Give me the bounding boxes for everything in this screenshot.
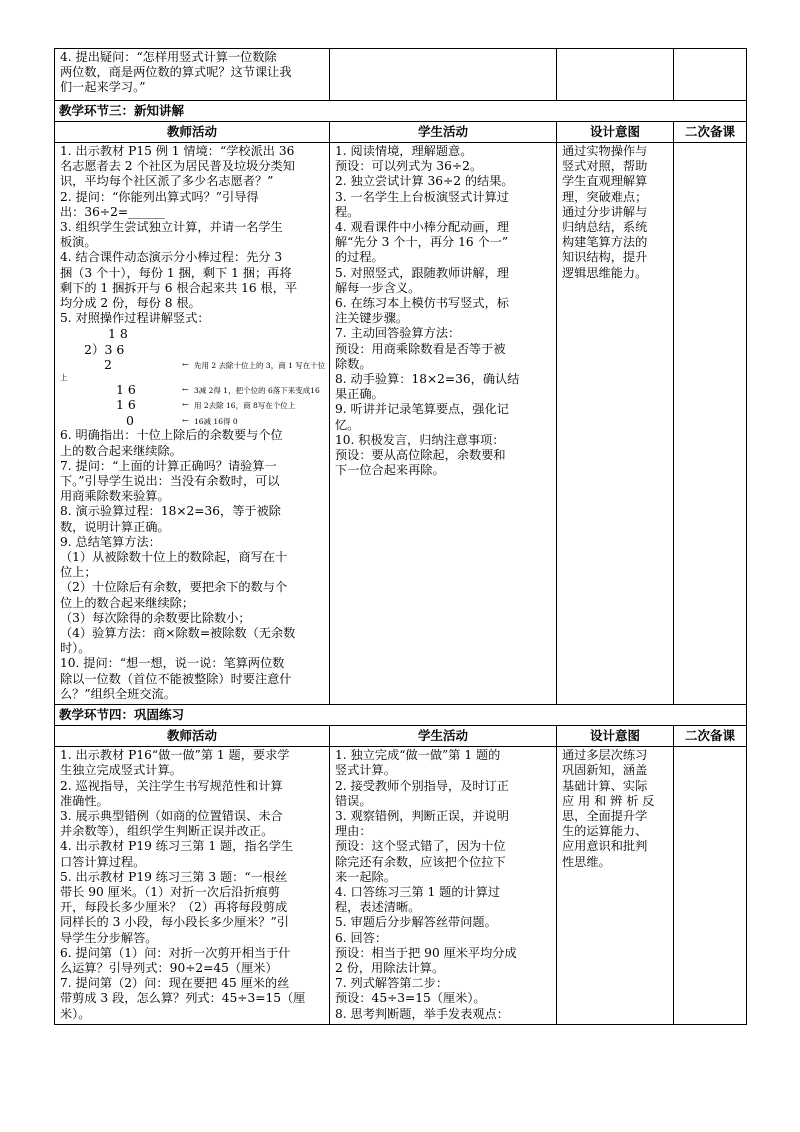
text-line: 上的数合起来继续除。 bbox=[60, 443, 182, 458]
text-line: 8. 动手验算：18×2=36，确认结 bbox=[335, 372, 520, 387]
text-line: 带剪成 3 段，怎么算？列式：45÷3=15（厘 bbox=[60, 991, 306, 1006]
calc-quotient-row bbox=[60, 326, 325, 342]
text-line: 两位数，商是两位数的算式呢？这节课让我 bbox=[60, 65, 292, 80]
text-line: 预设：这个竖式错了，因为十位 bbox=[335, 839, 506, 854]
text-line: 除完还有余数，应该把个位拉下 bbox=[335, 854, 506, 869]
text-line: 识，平均每个社区派了多少名志愿者？” bbox=[60, 174, 274, 189]
continuation-row bbox=[55, 49, 747, 101]
calc-note2: 3减 2得 1，把个位的 6落下来变成16 bbox=[194, 385, 320, 395]
text-line: 解“先分 3 个十，再分 16 个一” bbox=[335, 235, 509, 250]
section4-header-row bbox=[55, 726, 747, 747]
text-line: 1. 出示教材 P16“做一做”第 1 题，要求学 bbox=[60, 748, 290, 763]
text-line: 4. 提出疑问：“怎样用竖式计算一位数除 bbox=[60, 50, 277, 64]
text-line: （1）从被除数十位上的数除起，商写在十 bbox=[60, 550, 288, 565]
text-line: 么？”组织全班交流。 bbox=[60, 686, 176, 701]
long-division-diagram bbox=[60, 326, 325, 428]
text-line: 9. 听讲并记录笔算要点，强化记 bbox=[335, 402, 509, 417]
text-line: 忆。 bbox=[335, 417, 360, 432]
text-line: 并余数等），组织学生判断正误并改正。 bbox=[60, 824, 274, 839]
text-line: 时）。 bbox=[60, 641, 91, 656]
section3-title-row bbox=[55, 101, 747, 122]
text-line: 7. 主动回答验算方法： bbox=[335, 326, 461, 341]
text-line: 导学生分步解答。 bbox=[60, 930, 158, 945]
section4-body-row bbox=[55, 747, 747, 1025]
text-line: 3. 观察错例，判断正误，并说明 bbox=[335, 808, 509, 823]
text-line: 程，表述清晰。 bbox=[335, 900, 421, 915]
arrow-left-icon: ← bbox=[182, 384, 189, 394]
header-intent: 设计意图 bbox=[557, 726, 674, 747]
text-line: 程。 bbox=[335, 204, 360, 219]
header-notes: 二次备课 bbox=[674, 726, 747, 747]
text-line: 学生直观理解算 bbox=[562, 174, 648, 189]
text-line: 口答计算过程。 bbox=[60, 854, 146, 869]
text-line: 思，全面提升学 bbox=[562, 808, 648, 823]
text-line: 10. 提问：“想一想，说一说：笔算两位数 bbox=[60, 656, 285, 671]
text-line: 竖式对照，帮助 bbox=[562, 159, 648, 174]
text-line: 剩下的 1 捆拆开与 6 根合起来共 16 根，平 bbox=[60, 280, 298, 295]
text-line: 1. 出示教材 P15 例 1 情境：“学校派出 36 bbox=[60, 144, 295, 158]
text-line: 数，说明计算正确。 bbox=[60, 519, 170, 534]
text-line: 通过分步讲解与 bbox=[562, 204, 648, 219]
text-line: 4. 观看课件中小棒分配动画，理 bbox=[335, 220, 509, 235]
continuation-intent-cell bbox=[557, 49, 674, 101]
text-line: 6. 明确指出：十位上除后的余数要与个位 bbox=[60, 428, 283, 443]
text-line: 预设：45÷3=15（厘米）。 bbox=[335, 991, 486, 1006]
calc-quotient: 1 8 bbox=[108, 326, 128, 342]
text-line: 基础计算、实际 bbox=[562, 778, 648, 793]
text-line: 3. 组织学生尝试独立计算，并请一名学生 bbox=[60, 220, 283, 235]
calc-dividend-row bbox=[60, 342, 325, 358]
lesson-plan-table bbox=[54, 48, 747, 1025]
text-line: 错误。 bbox=[335, 793, 372, 808]
text-line: 6. 提问第（1）问：对折一次剪开相当于什 bbox=[60, 945, 291, 960]
section3-teacher-cell bbox=[55, 143, 330, 705]
text-line: 10. 积极发言，归纳注意事项： bbox=[335, 432, 505, 447]
text-line: 4. 出示教材 P19 练习三第 1 题，指名学生 bbox=[60, 839, 294, 854]
calc-step3-row bbox=[60, 397, 325, 413]
text-line: 8. 演示验算过程：18×2=36，等于被除 bbox=[60, 504, 281, 519]
text-line: （3）每次除得的余数要比除数小； bbox=[60, 610, 251, 625]
text-line: 米）。 bbox=[60, 1006, 91, 1021]
calc-note3: 用 2去除 16，商 8写在个位上 bbox=[194, 401, 296, 411]
text-line: 3. 一名学生上台板演竖式计算过 bbox=[335, 189, 509, 204]
text-line: 名志愿者去 2 个社区为居民普及垃圾分类知 bbox=[60, 159, 295, 174]
text-line: 出：36÷2=______ bbox=[60, 204, 165, 219]
section3-notes-cell bbox=[674, 143, 747, 705]
text-line: 预设：可以列式为 36÷2。 bbox=[335, 159, 483, 174]
text-line: 2. 提问：“你能列出算式吗？”引导得 bbox=[60, 189, 259, 204]
text-line: 除数。 bbox=[335, 356, 372, 371]
text-line: 竖式计算。 bbox=[335, 763, 396, 778]
text-line: 4. 口答练习三第 1 题的计算过 bbox=[335, 884, 501, 899]
calc-dividend: 2）3 6 bbox=[84, 341, 125, 357]
arrow-left-icon: ← bbox=[182, 400, 189, 410]
section4-intent-cell bbox=[557, 747, 674, 1025]
text-line: 5. 对照操作过程讲解竖式： bbox=[60, 311, 210, 326]
calc-step4-row bbox=[60, 413, 325, 429]
calc-step1: 2 bbox=[104, 357, 112, 373]
lesson-plan-page bbox=[54, 48, 746, 1025]
text-line: 理由： bbox=[335, 824, 372, 839]
text-line: 么运算？引导列式：90÷2=45（厘米） bbox=[60, 960, 278, 975]
text-line: 应用意识和批判 bbox=[562, 839, 648, 854]
text-line: 预设：相当于把 90 厘米平均分成 bbox=[335, 945, 517, 960]
continuation-student-cell bbox=[330, 49, 557, 101]
text-line: 通过实物操作与 bbox=[562, 144, 648, 158]
text-line: 下。”引导学生说出：当没有余数时，可以 bbox=[60, 474, 280, 489]
continuation-teacher-cell bbox=[55, 49, 330, 101]
text-line: 生独立完成竖式计算。 bbox=[60, 763, 182, 778]
text-line: 9. 总结笔算方法： bbox=[60, 534, 161, 549]
text-line: 位上的数合起来继续除； bbox=[60, 595, 195, 610]
text-line: 2. 接受教师个别指导，及时订正 bbox=[335, 778, 509, 793]
text-line: 构建笔算方法的 bbox=[562, 235, 648, 250]
text-line: 6. 回答： bbox=[335, 930, 388, 945]
calc-step3: 1 6 bbox=[116, 397, 136, 413]
arrow-left-icon: ← bbox=[182, 415, 189, 425]
text-line: 用商乘除数来验算。 bbox=[60, 489, 170, 504]
arrow-left-icon: ← bbox=[182, 360, 189, 370]
section4-teacher-cell bbox=[55, 747, 330, 1025]
text-line: 2 份，用除法计算。 bbox=[335, 960, 445, 975]
text-line: 知识结构，提升 bbox=[562, 250, 648, 265]
text-line: 7. 提问第（2）问：现在要把 45 厘米的丝 bbox=[60, 976, 290, 991]
text-line: 板演。 bbox=[60, 235, 97, 250]
text-line: （4）验算方法：商×除数=被除数（无余数 bbox=[60, 626, 296, 641]
section4-title: 教学环节四：巩固练习 bbox=[55, 705, 747, 726]
text-line: 逻辑思维能力。 bbox=[562, 265, 648, 280]
calc-step1-row bbox=[60, 357, 325, 373]
calc-step2-row bbox=[60, 382, 325, 398]
text-line: 7. 列式解答第二步： bbox=[335, 976, 449, 991]
section4-title-row bbox=[55, 705, 747, 726]
text-line: 2. 独立尝试计算 36÷2 的结果。 bbox=[335, 174, 514, 189]
text-line: 理，突破难点； bbox=[562, 189, 648, 204]
text-line: 生的运算能力、 bbox=[562, 824, 648, 839]
text-line: 通过多层次练习 bbox=[562, 748, 648, 763]
section4-notes-cell bbox=[674, 747, 747, 1025]
text-line: 1. 独立完成“做一做”第 1 题的 bbox=[335, 748, 501, 763]
section3-student-cell bbox=[330, 143, 557, 705]
text-line: 果正确。 bbox=[335, 387, 384, 402]
text-line: 2. 巡视指导，关注学生书写规范性和计算 bbox=[60, 778, 283, 793]
header-notes: 二次备课 bbox=[674, 122, 747, 143]
text-line: 捆（3 个十），每份 1 捆，剩下 1 捆；再将 bbox=[60, 265, 292, 280]
text-line: 预设：用商乘除数看是否等于被 bbox=[335, 341, 506, 356]
calc-step2: 1 6 bbox=[116, 381, 136, 397]
text-line: 开，每段长多少厘米？（2）再将每段剪成 bbox=[60, 900, 288, 915]
text-line: （2）十位除后有余数，要把余下的数与个 bbox=[60, 580, 288, 595]
text-line: 同样长的 3 小段，每小段长多少厘米？”引 bbox=[60, 915, 289, 930]
text-line: 4. 结合课件动态演示分小棒过程：先分 3 bbox=[60, 250, 283, 265]
text-line: 巩固新知，涵盖 bbox=[562, 763, 648, 778]
section3-title: 教学环节三：新知讲解 bbox=[55, 101, 747, 122]
text-line: 来一起除。 bbox=[335, 869, 396, 884]
section4-student-cell bbox=[330, 747, 557, 1025]
calc-note1: 先用 2 去除十位上的 3，商 1 写在十位 bbox=[194, 361, 326, 371]
text-line: 位上； bbox=[60, 565, 97, 580]
text-line: 均分成 2 份，每份 8 根。 bbox=[60, 296, 201, 311]
text-line: 带长 90 厘米。（1）对折一次后沿折痕剪 bbox=[60, 884, 280, 899]
text-line: 下一位合起来再除。 bbox=[335, 463, 445, 478]
text-line: 们一起来学习。” bbox=[60, 80, 146, 95]
text-line: 3. 展示典型错例（如商的位置错误、未合 bbox=[60, 808, 283, 823]
text-line: 预设：要从高位除起，余数要和 bbox=[335, 448, 506, 463]
text-line: 5. 对照竖式，跟随教师讲解，理 bbox=[335, 265, 509, 280]
text-line: 5. 审题后分步解答丝带问题。 bbox=[335, 915, 497, 930]
header-student: 学生活动 bbox=[330, 726, 557, 747]
text-line: 的过程。 bbox=[335, 250, 384, 265]
text-line: 1. 阅读情境，理解题意。 bbox=[335, 144, 473, 158]
section3-intent-cell bbox=[557, 143, 674, 705]
section3-header-row bbox=[55, 122, 747, 143]
text-line: 5. 出示教材 P19 练习三第 3 题：“一根丝 bbox=[60, 869, 288, 884]
text-line: 8. 思考判断题，举手发表观点： bbox=[335, 1006, 509, 1021]
calc-step4: 0 bbox=[126, 412, 134, 428]
text-line: 注关键步骤。 bbox=[335, 311, 409, 326]
text-line: 6. 在练习本上模仿书写竖式，标 bbox=[335, 296, 509, 311]
calc-note1-cont: 上 bbox=[60, 372, 68, 382]
section3-body-row bbox=[55, 143, 747, 705]
continuation-notes-cell bbox=[674, 49, 747, 101]
text-line: 应 用 和 辨 析 反 bbox=[562, 793, 655, 808]
header-teacher: 教师活动 bbox=[55, 726, 330, 747]
header-student: 学生活动 bbox=[330, 122, 557, 143]
text-line: 7. 提问：“上面的计算正确吗？请验算一 bbox=[60, 458, 277, 473]
text-line: 除以一位数（首位不能被整除）时要注意什 bbox=[60, 671, 292, 686]
text-line: 归纳总结，系统 bbox=[562, 220, 648, 235]
text-line: 性思维。 bbox=[562, 854, 611, 869]
header-intent: 设计意图 bbox=[557, 122, 674, 143]
calc-note4: 16减 16得 0 bbox=[194, 416, 238, 426]
text-line: 解每一步含义。 bbox=[335, 280, 421, 295]
text-line: 准确性。 bbox=[60, 793, 109, 808]
header-teacher: 教师活动 bbox=[55, 122, 330, 143]
